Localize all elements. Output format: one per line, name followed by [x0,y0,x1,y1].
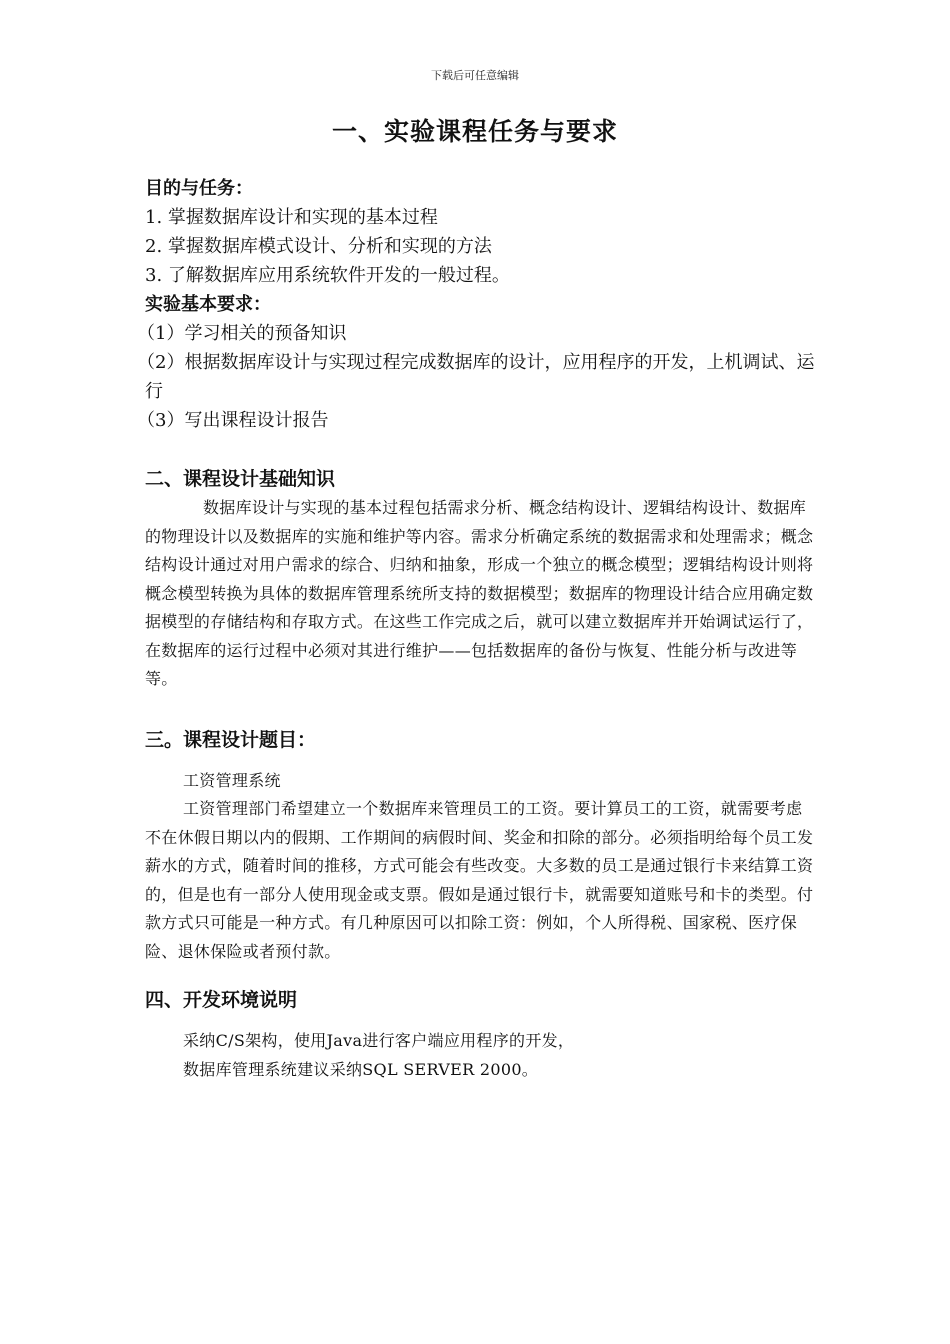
section4-heading: 四、开发环境说明 [145,989,298,1011]
page-title: 一、实验课程任务与要求 [331,117,618,146]
section4-line-1: 采纳C/S架构，使用Java进行客户端应用程序的开发， [183,1031,575,1050]
section4-line-2: 数据库管理系统建议采纳SQL SERVER 2000。 [183,1059,539,1079]
page-header-note: 下载后可任意编辑 [431,69,519,82]
requirement-item-1: （1）学习相关的预备知识 [137,323,347,344]
goals-heading: 目的与任务： [145,178,253,199]
requirements-heading: 实验基本要求： [145,294,271,315]
document-body [137,174,815,1084]
goal-item-2: 2. 掌握数据库模式设计、分析和实现的方法 [145,236,492,257]
section2-heading: 二、课程设计基础知识 [145,468,336,490]
goal-item-3: 3. 了解数据库应用系统软件开发的一般过程。 [145,265,510,286]
section3-topic: 工资管理系统 [183,770,281,790]
requirement-item-2: （2）根据数据库设计与实现过程完成数据库的设计，应用程序的开发，上机调试、运行 [137,352,815,402]
goal-item-1: 1. 掌握数据库设计和实现的基本过程 [145,207,438,228]
requirement-item-3: （3）写出课程设计报告 [137,410,329,431]
section3-body: 工资管理部门希望建立一个数据库来管理员工的工资。要计算员工的工资，就需要考虑不在休假日期以内的假期、工作期间的病假时间、奖金和扣除的部分。必须指明给每个员工发薪水的方式，随着时间的推移，方式可能会有些改变。大多数的员工是通过银行卡来结算工资的，但是也有一部分人使用现金或支票。假如是通过银行卡，就需要知道账号和卡的类型。付款方式只可能是一种方式。有几种原因可以扣除工资：例如，个人所得税、国家税、医疗保险、退休保险或者预付款。 [145,799,814,961]
section3-heading: 三。课程设计题目： [145,728,317,751]
section2-body: 数据库设计与实现的基本过程包括需求分析、概念结构设计、逻辑结构设计、数据库的物理设计以及数据库的实施和维护等内容。需求分析确定系统的数据需求和处理需求；概念结构设计通过对用户需求的综合、归纳和抽象，形成一个独立的概念模型；逻辑结构设计则将概念模型转换为具体的数据库管理系统所支持的数据模型；数据库的物理设计结合应用确定数据模型的存储结构和存取方式。在这些工作完成之后，就可以建立数据库并开始调试运行了，在数据库的运行过程中必须对其进行维护——包括数据库的备份与恢复、性能分析与改进等等。 [145,498,814,688]
